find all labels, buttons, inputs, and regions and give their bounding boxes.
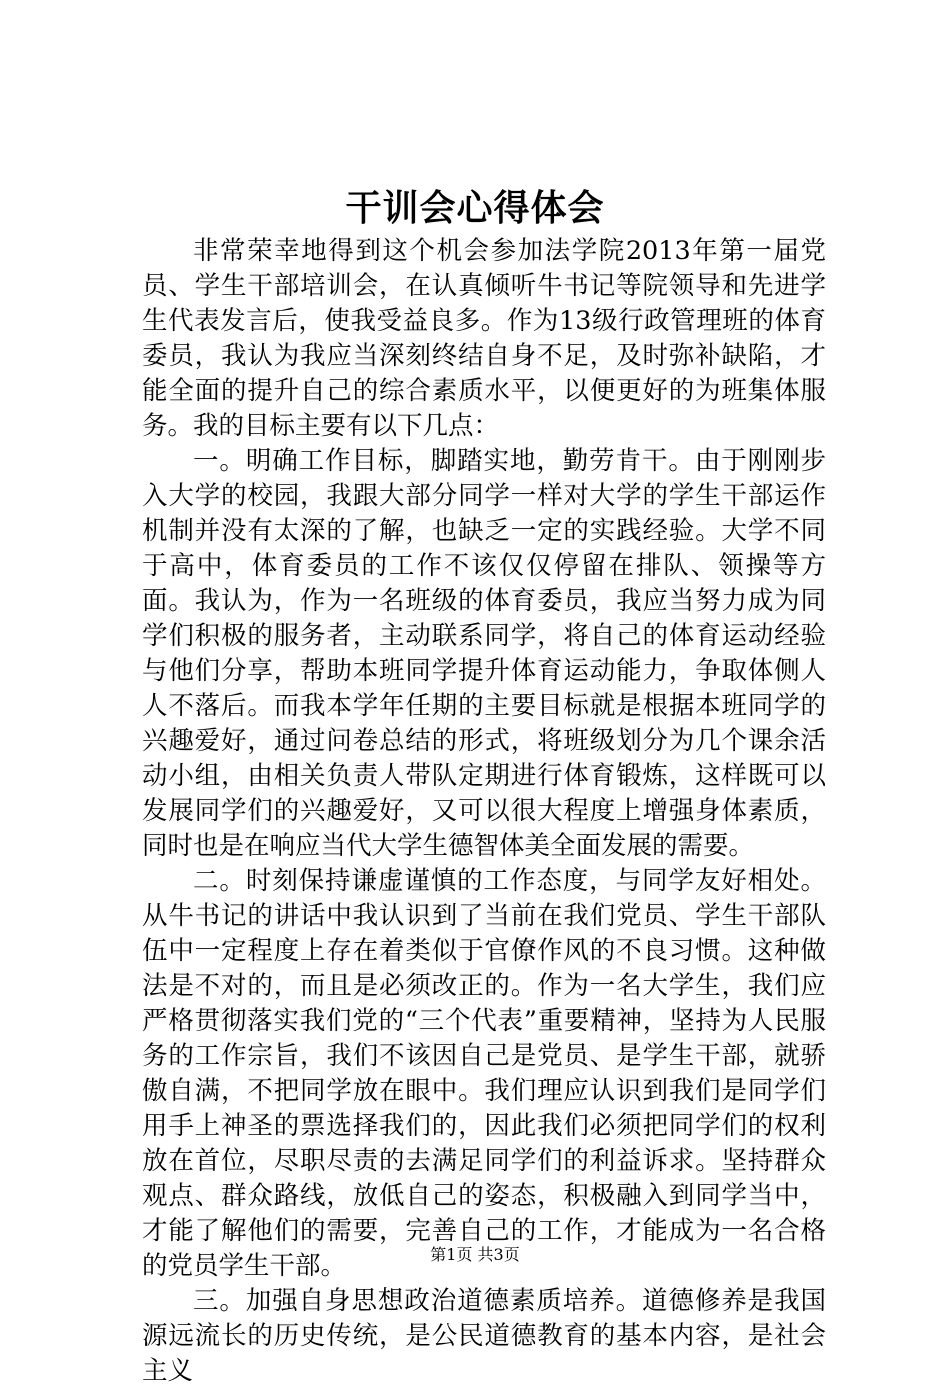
paragraph-point-three: 三。加强自身思想政治道德素质培养。道德修养是我国源远流长的历史传统，是公民道德教育的基本内容，是社会主义 (142, 1286, 826, 1386)
paragraph-point-two: 二。时刻保持谦虚谨慎的工作态度，与同学友好相处。从牛书记的讲话中我认识到了当前在我们党员、学生干部队伍中一定程度上存在着类似于官僚作风的不良习惯。这种做法是不对的，而且是必须改正的。作为一名大学生，我们应严格贯彻落实我们党的“三个代表”重要精神，坚持为人民服务的工作宗旨，我们不该因自己是党员、是学生干部，就骄傲自满，不把同学放在眼中。我们理应认识到我们是同学们用手上神圣的票选择我们的，因此我们必须把同学们的权利放在首位，尽职尽责的去满足同学们的利益诉求。坚持群众观点、群众路线，放低自己的姿态，积极融入到同学当中，才能了解他们的需要，完善自己的工作，才能成为一名合格的党员学生干部。 (142, 866, 826, 1281)
page-number-footer: 第1页 共3页 (430, 1245, 520, 1264)
paragraph-intro: 非常荣幸地得到这个机会参加法学院2013年第一届党员、学生干部培训会，在认真倾听牛书记等院领导和先进学生代表发言后，使我受益良多。作为13级行政管理班的体育委员，我认为我应当深刻终结自身不足，及时弥补缺陷，才能全面的提升自己的综合素质水平，以便更好的为班集体服务。我的目标主要有以下几点： (142, 236, 826, 441)
document-title: 干训会心得体会 (345, 187, 605, 229)
paragraph-point-one: 一。明确工作目标，脚踏实地，勤劳肯干。由于刚刚步入大学的校园，我跟大部分同学一样对大学的学生干部运作机制并没有太深的了解，也缺乏一定的实践经验。大学不同于高中，体育委员的工作不该仅仅停留在排队、领操等方面。我认为，作为一名班级的体育委员，我应当努力成为同学们积极的服务者，主动联系同学，将自己的体育运动经验与他们分享，帮助本班同学提升体育运动能力，争取体侧人人不落后。而我本学年任期的主要目标就是根据本班同学的兴趣爱好，通过问卷总结的形式，将班级划分为几个课余活动小组，由相关负责人带队定期进行体育锻炼，这样既可以发展同学们的兴趣爱好，又可以很大程度上增强身体素质，同时也是在响应当代大学生德智体美全面发展的需要。 (142, 446, 826, 861)
document-body (142, 234, 826, 1389)
